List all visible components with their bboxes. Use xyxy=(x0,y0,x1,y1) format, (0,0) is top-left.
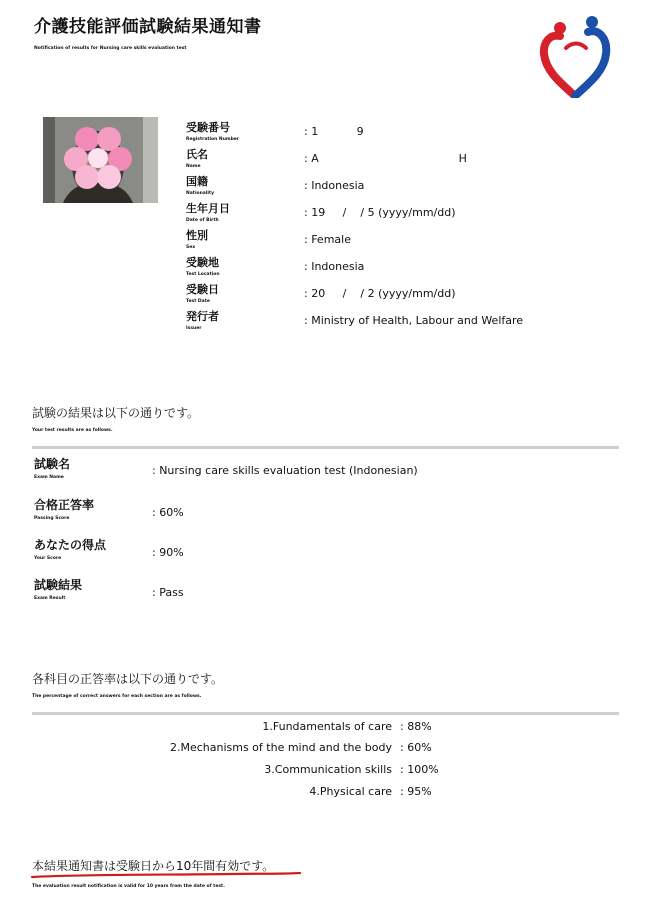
document-subtitle: Notification of results for Nursing care skills evaluation test xyxy=(34,46,187,51)
name-value: : A H xyxy=(304,152,467,165)
divider xyxy=(32,446,619,449)
result-label-en: Passing Score xyxy=(34,516,70,521)
registration-number-value: : 1 9 xyxy=(304,125,364,138)
field-label-en: Registration Number xyxy=(186,137,240,142)
field-label-en: Nationality xyxy=(186,191,214,196)
divider xyxy=(32,712,619,715)
exam-name-value: : Nursing care skills evaluation test (Indonesian) xyxy=(152,464,418,477)
field-label: 受験地 xyxy=(186,256,219,269)
result-label: 試験結果 xyxy=(34,578,83,592)
document-title: 介護技能評価試験結果通知書 xyxy=(34,17,262,37)
sections-heading-en: The percentage of correct answers for each section are as follows. xyxy=(32,694,202,699)
field-label: 国籍 xyxy=(186,175,208,188)
field-label-en: Test Location xyxy=(186,272,220,277)
field-label-en: Date of Birth xyxy=(186,218,219,223)
section-score: : 88% xyxy=(400,720,432,733)
field-label: 受験日 xyxy=(186,283,219,296)
ministry-heart-logo-icon xyxy=(538,14,612,98)
test-location-value: : Indonesia xyxy=(304,260,365,273)
field-label: 生年月日 xyxy=(186,202,230,215)
result-label: 試験名 xyxy=(34,457,71,471)
result-label: 合格正答率 xyxy=(34,498,95,512)
passing-score-value: : 60% xyxy=(152,506,184,519)
result-label: あなたの得点 xyxy=(34,538,107,552)
field-label: 氏名 xyxy=(186,148,208,161)
section-score: : 100% xyxy=(400,763,439,776)
result-label-en: Your Score xyxy=(34,556,62,561)
field-label: 性別 xyxy=(186,229,208,242)
exam-result-value: : Pass xyxy=(152,586,184,599)
section-score: : 95% xyxy=(400,785,432,798)
applicant-photo-image xyxy=(43,117,158,203)
section-name: 3.Communication skills xyxy=(264,763,392,776)
validity-note: 本結果通知書は受験日から10年間有効です。 xyxy=(32,859,275,873)
field-label-en: Test Date xyxy=(186,299,210,304)
result-label-en: Exam Name xyxy=(34,475,64,480)
validity-note-en: The evaluation result notification is valid for 10 years from the date of test. xyxy=(32,884,225,889)
result-label-en: Exam Result xyxy=(34,596,66,601)
nationality-value: : Indonesia xyxy=(304,179,365,192)
applicant-photo xyxy=(43,117,158,203)
results-heading-en: Your test results are as follows. xyxy=(32,428,113,433)
section-name: 2.Mechanisms of the mind and the body xyxy=(169,741,392,754)
section-score: : 60% xyxy=(400,741,432,754)
field-label: 受験番号 xyxy=(186,121,230,134)
date-of-birth-value: : 19 / / 5 (yyyy/mm/dd) xyxy=(304,206,456,219)
your-score-value: : 90% xyxy=(152,546,184,559)
sex-value: : Female xyxy=(304,233,351,246)
sections-heading: 各科目の正答率は以下の通りです。 xyxy=(32,672,224,686)
field-label: 発行者 xyxy=(186,310,219,323)
test-date-value: : 20 / / 2 (yyyy/mm/dd) xyxy=(304,287,456,300)
section-name: 4.Physical care xyxy=(309,785,392,798)
field-label-en: Name xyxy=(186,164,201,169)
field-label-en: Issuer xyxy=(186,326,202,331)
section-name: 1.Fundamentals of care xyxy=(262,720,392,733)
results-heading: 試験の結果は以下の通りです。 xyxy=(32,406,200,420)
red-underline xyxy=(30,872,302,880)
field-label-en: Sex xyxy=(186,245,196,250)
issuer-value: : Ministry of Health, Labour and Welfare xyxy=(304,314,524,327)
